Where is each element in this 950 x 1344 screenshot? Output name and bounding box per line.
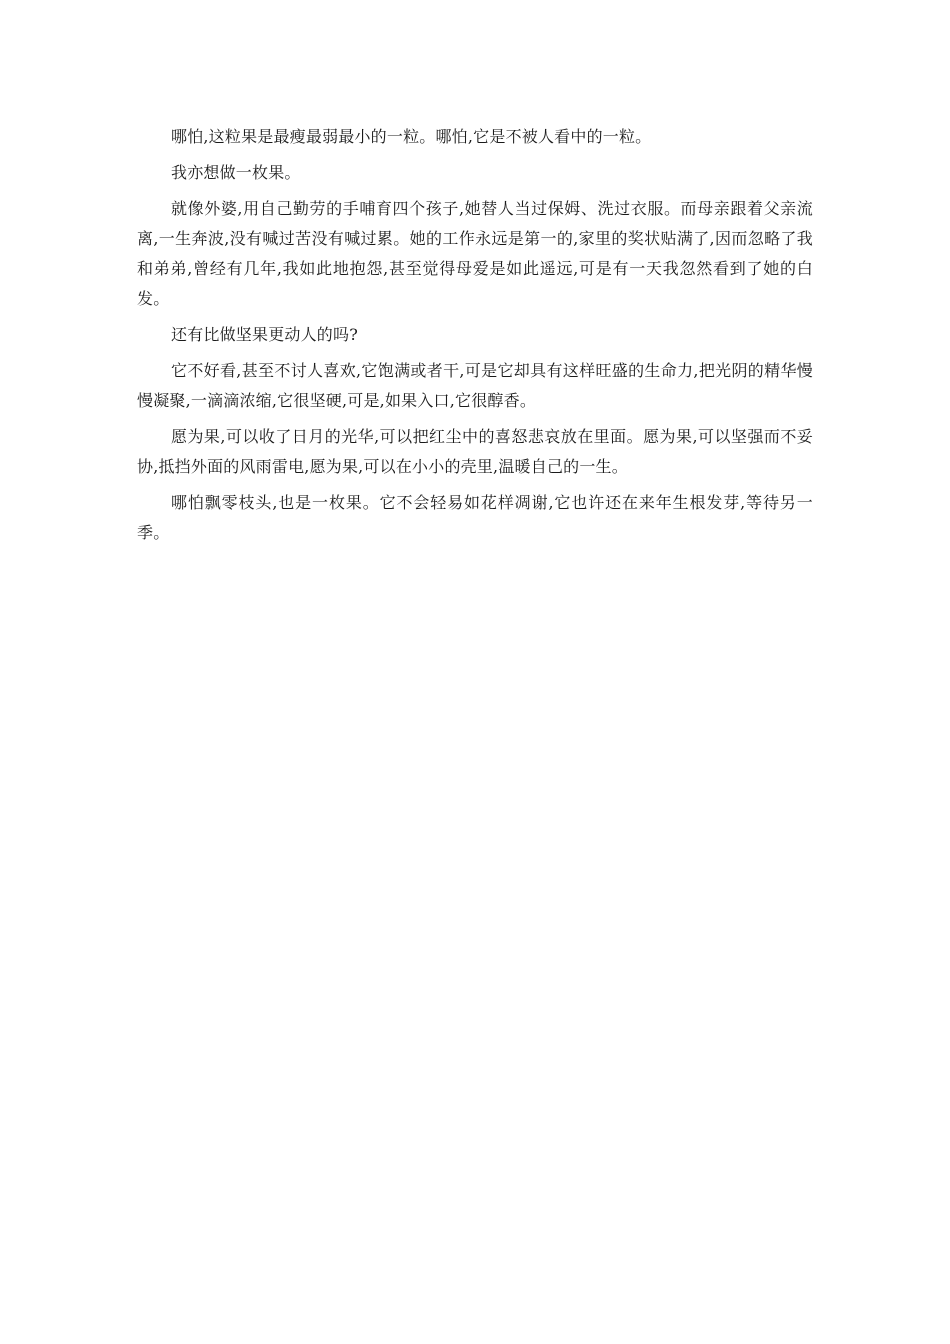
paragraph: 哪怕,这粒果是最瘦最弱最小的一粒。哪怕,它是不被人看中的一粒。: [171, 127, 652, 146]
paragraph: 还有比做坚果更动人的吗?: [171, 325, 358, 344]
document-body: [137, 122, 813, 554]
paragraph: 哪怕飘零枝头,也是一枚果。它不会轻易如花样凋谢,它也许还在来年生根发芽,等待另一季。: [137, 493, 813, 542]
paragraph: 我亦想做一枚果。: [171, 163, 301, 182]
paragraph: 它不好看,甚至不讨人喜欢,它饱满或者干,可是它却具有这样旺盛的生命力,把光阴的精华慢慢凝聚,一滴滴浓缩,它很坚硬,可是,如果入口,它很醇香。: [137, 361, 813, 410]
paragraph: 就像外婆,用自己勤劳的手哺育四个孩子,她替人当过保姆、洗过衣服。而母亲跟着父亲流离,一生奔波,没有喊过苦没有喊过累。她的工作永远是第一的,家里的奖状贴满了,因而忽略了我和弟弟,曾经有几年,我如此地抱怨,甚至觉得母爱是如此遥远,可是有一天我忽然看到了她的白发。: [137, 199, 813, 308]
paragraph: 愿为果,可以收了日月的光华,可以把红尘中的喜怒悲哀放在里面。愿为果,可以坚强而不妥协,抵挡外面的风雨雷电,愿为果,可以在小小的壳里,温暖自己的一生。: [137, 427, 813, 476]
